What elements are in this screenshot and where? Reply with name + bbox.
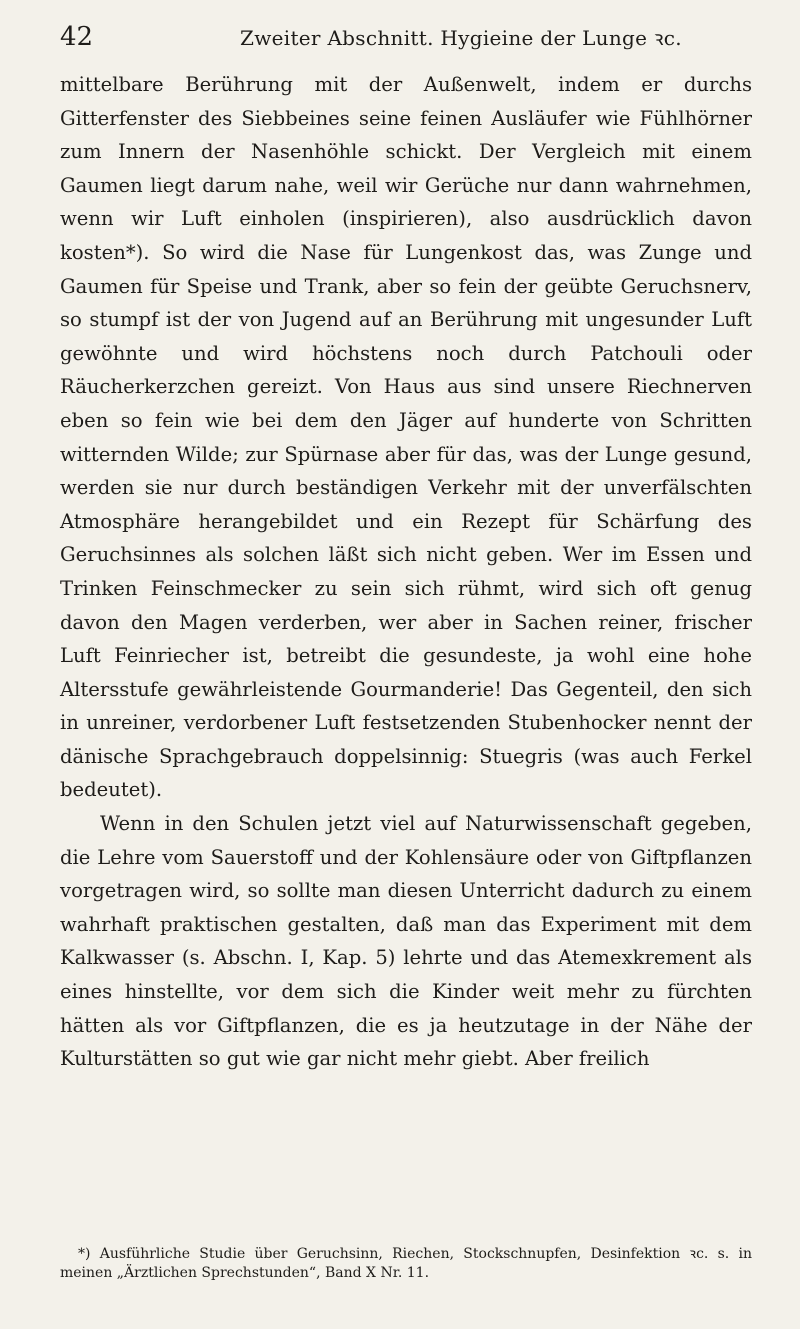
running-head: Zweiter Abschnitt. Hygieine der Lunge ꝛc.: [240, 26, 682, 50]
footnote: *) Ausführliche Studie über Geruchsinn, Riechen, Stockschnupfen, Desinfektion ꝛc. s. in meinen „Ärztlichen Sprechstunden“, Band X Nr. 11.: [60, 1246, 752, 1281]
body-text: [60, 68, 752, 1076]
page-header: [60, 22, 752, 62]
page-number: 42: [60, 22, 94, 52]
paragraph: Wenn in den Schulen jetzt viel auf Naturwissenschaft gegeben, die Lehre vom Sauerstoff und der Kohlensäure oder von Giftpflanzen vorgetragen wird, so sollte man diesen Unterricht dadurch zu einem wahrhaft praktischen gestalten, daß man das Experiment mit dem Kalkwasser (s. Abschn. I, Kap. 5) lehrte und das Atemexkrement als eines hinstellte, vor dem sich die Kinder weit mehr zu fürchten hätten als vor Giftpflanzen, die es ja heutzutage in der Nähe der Kulturstätten so gut wie gar nicht mehr giebt. Aber freilich: [60, 812, 752, 1071]
paragraph: mittelbare Berührung mit der Außenwelt, indem er durchs Gitterfenster des Siebbeines seine feinen Ausläufer wie Fühlhörner zum Innern der Nasenhöhle schickt. Der Vergleich mit einem Gaumen liegt darum nahe, weil wir Gerüche nur dann wahrnehmen, wenn wir Luft einholen (inspirieren), also ausdrücklich davon kosten*). So wird die Nase für Lungenkost das, was Zunge und Gaumen für Speise und Trank, aber so fein der geübte Geruchsnerv, so stumpf ist der von Jugend auf an Berührung mit ungesunder Luft gewöhnte und wird höchstens noch durch Patchouli oder Räucherkerzchen gereizt. Von Haus aus sind unsere Riechnerven eben so fein wie bei dem den Jäger auf hunderte von Schritten witternden Wilde; zur Spürnase aber für das, was der Lunge gesund, werden sie nur durch beständigen Verkehr mit der unverfälschten Atmosphäre herangebildet und ein Rezept für Schärfung des Geruchsinnes als solchen läßt sich nicht geben. Wer im Essen und Trinken Feinschmecker zu sein sich rühmt, wird sich oft genug davon den Magen verderben, wer aber in Sachen reiner, frischer Luft Feinriecher ist, betreibt die gesundeste, ja wohl eine hohe Altersstufe gewährleistende Gourmanderie! Das Gegenteil, den sich in unreiner, verdorbener Luft festsetzenden Stubenhocker nennt der dänische Sprachgebrauch doppelsinnig: Stuegris (was auch Ferkel bedeutet).: [60, 73, 752, 802]
